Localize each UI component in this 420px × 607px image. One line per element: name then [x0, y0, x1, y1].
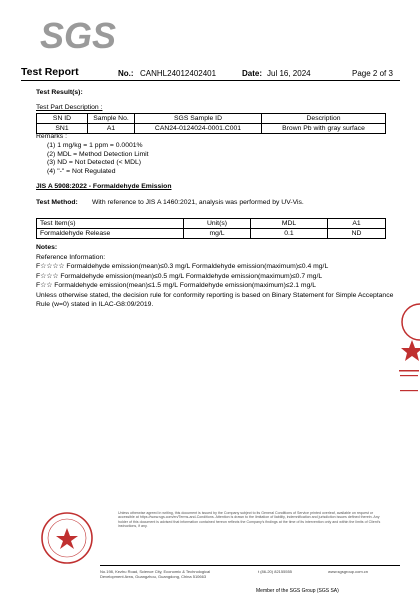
- note-line: F☆☆☆☆ Formaldehyde emission(mean)≤0.3 mg/L Formaldehyde emission(maximum)≤0.4 mg/L: [36, 263, 329, 271]
- date-label: Date:: [242, 69, 263, 78]
- table-cell: A1: [88, 124, 135, 134]
- footer-member: Member of the SGS Group (SGS SA): [256, 588, 339, 594]
- table-cell: Formaldehyde Release: [37, 229, 184, 239]
- sgs-logo: [37, 14, 119, 56]
- table-header-cell: Unit(s): [184, 219, 251, 229]
- remark-item: (1) 1 mg/kg = 1 ppm = 0.0001%: [47, 142, 143, 149]
- table-cell: CAN24-0124024-0001.C001: [135, 124, 262, 134]
- part-description-heading: Test Part Description :: [36, 104, 103, 111]
- note-line: F☆☆☆ Formaldehyde emission(mean)≤0.5 mg/L Formaldehyde emission(maximum)≤0.7 mg/L: [36, 272, 323, 280]
- table-header-cell: Description: [262, 114, 386, 124]
- table-header-row: [37, 219, 386, 229]
- decision-rule-note: Unless otherwise stated, the decision rule for conformity reporting is based on Binary Statement for Simple Acceptance Rule (w=0) stated in ILAC-G8:09/2019.: [36, 291, 394, 309]
- section-title: JIS A 5908:2022 - Formaldehyde Emission: [36, 183, 172, 190]
- header-divider: [21, 80, 400, 81]
- table-cell: SN1: [37, 124, 88, 134]
- table-header-cell: Test Item(s): [37, 219, 184, 229]
- table-cell: Brown Pb with gray surface: [262, 124, 386, 134]
- table-row: [37, 124, 386, 134]
- svg-text:SGS: SGS: [39, 15, 117, 56]
- remark-item: (4) "-" = Not Regulated: [47, 167, 116, 175]
- table-header-cell: SGS Sample ID: [135, 114, 262, 124]
- report-no-value: CANHL24012402401: [140, 69, 217, 78]
- results-heading: Test Result(s):: [36, 89, 83, 96]
- reference-information: Reference Information:: [36, 254, 106, 261]
- company-seal: [40, 511, 94, 565]
- part-description-table: [36, 113, 386, 134]
- page-title: Test Report: [21, 66, 79, 78]
- remarks-list: [47, 142, 149, 176]
- footer-phone: t (86-20) 82155555: [258, 569, 293, 574]
- table-header-cell: Sample No.: [88, 114, 135, 124]
- footer-divider: [100, 565, 400, 566]
- footer-website: www.sgsgroup.com.cn: [328, 569, 369, 574]
- report-no-label: No.:: [118, 69, 134, 78]
- notes-heading: Notes:: [36, 244, 58, 251]
- remark-item: (3) ND = Not Detected (< MDL): [47, 159, 142, 167]
- test-method-label: Test Method:: [36, 199, 78, 206]
- note-line: F☆☆ Formaldehyde emission(mean)≤1.5 mg/L Formaldehyde emission(maximum)≤2.1 mg/L: [36, 282, 317, 290]
- test-method-value: With reference to JIS A 1460:2021, analysis was performed by UV-Vis.: [92, 199, 304, 206]
- table-cell: ND: [328, 229, 386, 239]
- side-stamp: [396, 300, 420, 400]
- result-table: [36, 218, 386, 239]
- table-header-cell: A1: [328, 219, 386, 229]
- table-header-row: [37, 114, 386, 124]
- table-row: [37, 229, 386, 239]
- footer-address: No.198, Kezhu Road, Science City, Economic & Technological Development Area, Guangzhou, Guangdong, China 510663: [100, 569, 211, 579]
- table-cell: 0.1: [251, 229, 328, 239]
- remarks-heading: Remarks :: [36, 133, 67, 140]
- table-header-cell: SN ID: [37, 114, 88, 124]
- date-value: Jul 16, 2024: [267, 69, 311, 78]
- footer-disclaimer: Unless otherwise agreed in writing, this document is issued by the Company subject to its General Conditions of Service printed overleaf, available on request or accessible at https://www.sgs.com/en/Terms-and-Conditions. Attention is drawn to the limitation of liability, indemnification and jurisdiction issues defined therein. Any holder of this document is advised that information contained hereon reflects the Company's findings at the time of its intervention only and within the limits of Client's instructions, if any.: [118, 511, 381, 529]
- page-number: Page 2 of 3: [352, 69, 393, 78]
- table-header-cell: MDL: [251, 219, 328, 229]
- notes-body: [36, 253, 396, 309]
- table-cell: mg/L: [184, 229, 251, 239]
- remark-item: (2) MDL = Method Detection Limit: [47, 150, 149, 158]
